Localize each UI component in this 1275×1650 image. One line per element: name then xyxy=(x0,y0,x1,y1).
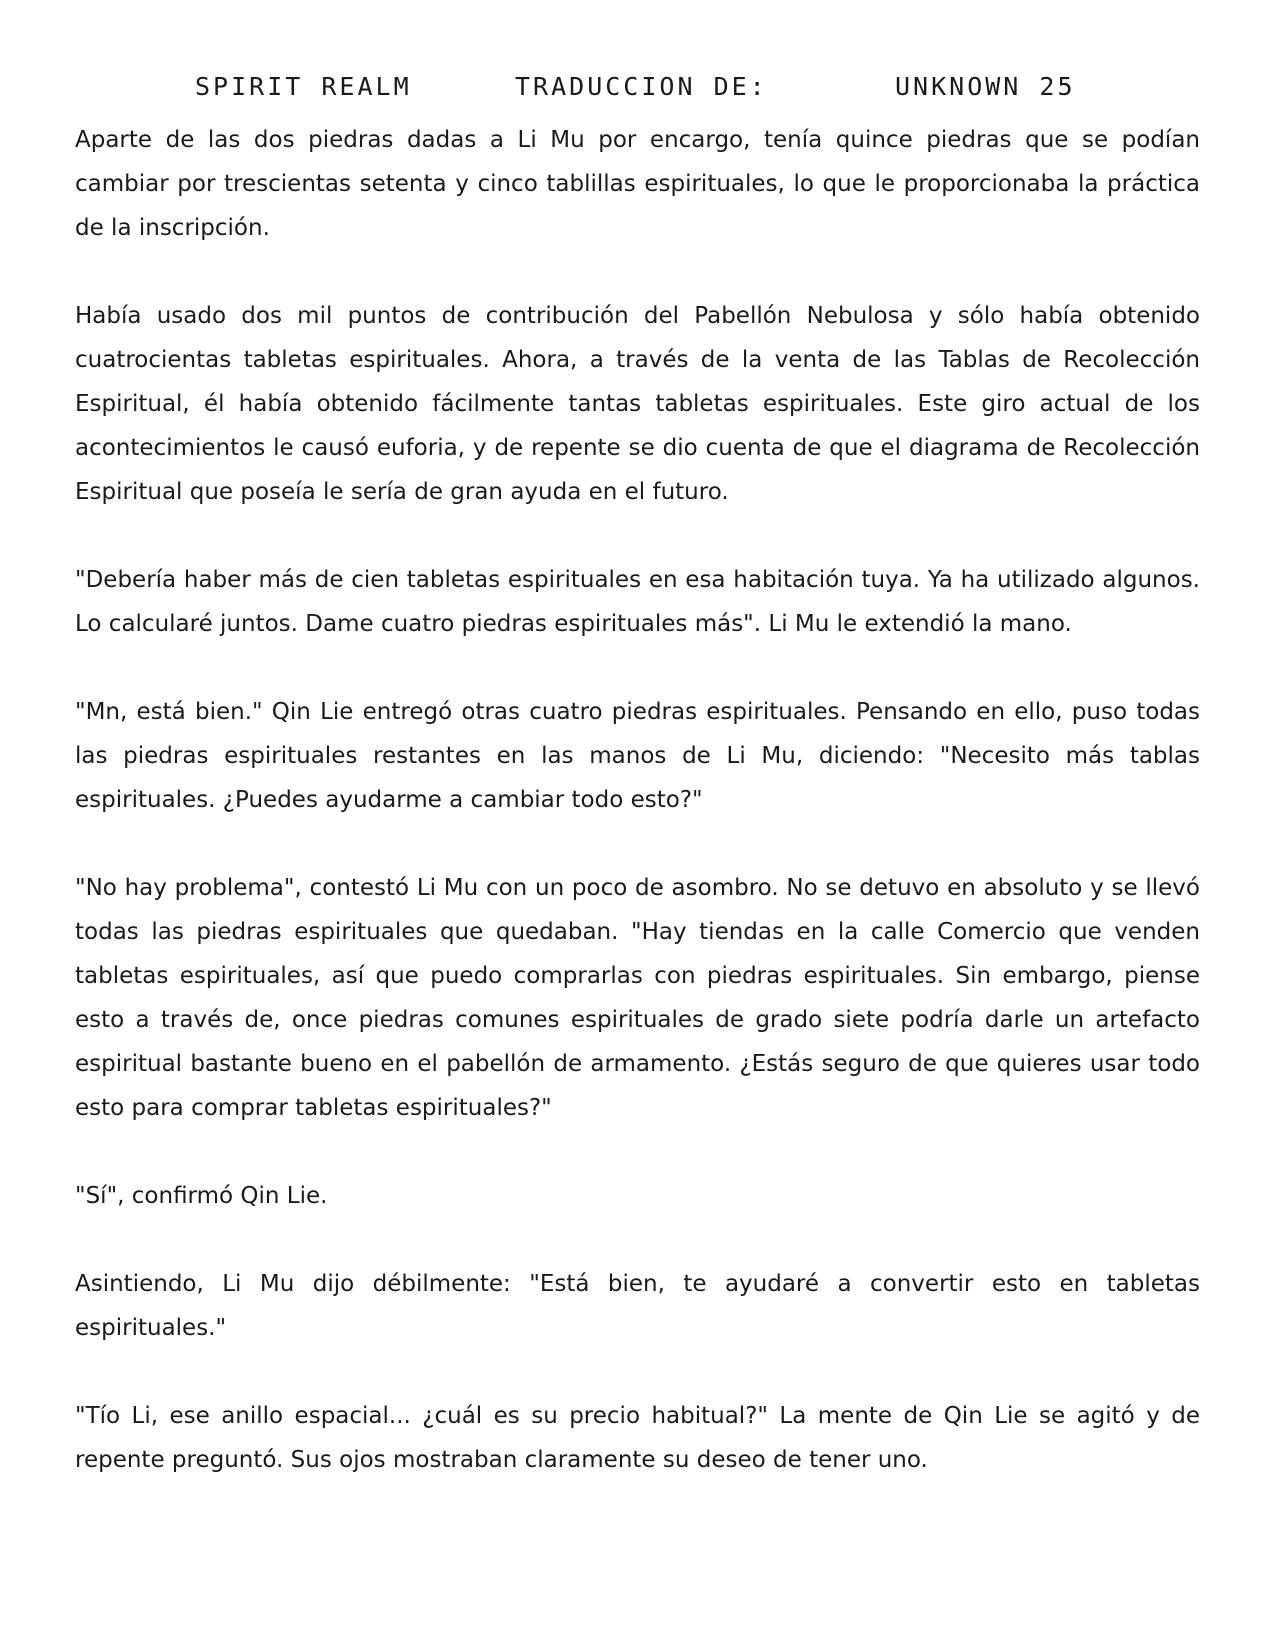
document-body xyxy=(75,118,1200,1526)
paragraph: "Debería haber más de cien tabletas espirituales en esa habitación tuya. Ya ha utilizado algunos. Lo calcularé juntos. Dame cuatro piedras espirituales más". Li Mu le extendió la mano. xyxy=(75,567,1200,637)
paragraph: "Mn, está bien." Qin Lie entregó otras cuatro piedras espirituales. Pensando en ello, puso todas las piedras espirituales restantes en las manos de Li Mu, diciendo: "Necesito más tablas espirituales. ¿Puedes ayudarme a cambiar todo esto?" xyxy=(75,699,1200,813)
page-header xyxy=(75,72,1200,112)
paragraph: Aparte de las dos piedras dadas a Li Mu por encargo, tenía quince piedras que se podían cambiar por trescientas setenta y cinco tablillas espirituales, lo que le proporcionaba la práctica de la inscripción. xyxy=(75,127,1200,241)
header-translator-page: UNKNOWN 25 xyxy=(895,72,1076,101)
header-series-title: SPIRIT REALM xyxy=(195,72,412,101)
header-translation-label: TRADUCCION DE: xyxy=(515,72,768,101)
paragraph: Asintiendo, Li Mu dijo débilmente: "Está bien, te ayudaré a convertir esto en tabletas espirituales." xyxy=(75,1271,1200,1341)
paragraph: "Tío Li, ese anillo espacial... ¿cuál es su precio habitual?" La mente de Qin Lie se agitó y de repente preguntó. Sus ojos mostraban claramente su deseo de tener uno. xyxy=(75,1403,1200,1473)
paragraph: "Sí", confirmó Qin Lie. xyxy=(75,1183,328,1209)
paragraph: "No hay problema", contestó Li Mu con un poco de asombro. No se detuvo en absoluto y se llevó todas las piedras espirituales que quedaban. "Hay tiendas en la calle Comercio que venden tabletas espirituales, así que puedo comprarlas con piedras espirituales. Sin embargo, piense esto a través de, once piedras comunes espirituales de grado siete podría darle un artefacto espiritual bastante bueno en el pabellón de armamento. ¿Estás seguro de que quieres usar todo esto para comprar tabletas espirituales?" xyxy=(75,875,1200,1121)
paragraph: Había usado dos mil puntos de contribución del Pabellón Nebulosa y sólo había obtenido cuatrocientas tabletas espirituales. Ahora, a través de la venta de las Tablas de Recolección Espiritual, él había obtenido fácilmente tantas tabletas espirituales. Este giro actual de los acontecimientos le causó euforia, y de repente se dio cuenta de que el diagrama de Recolección Espiritual que poseía le sería de gran ayuda en el futuro. xyxy=(75,303,1200,505)
